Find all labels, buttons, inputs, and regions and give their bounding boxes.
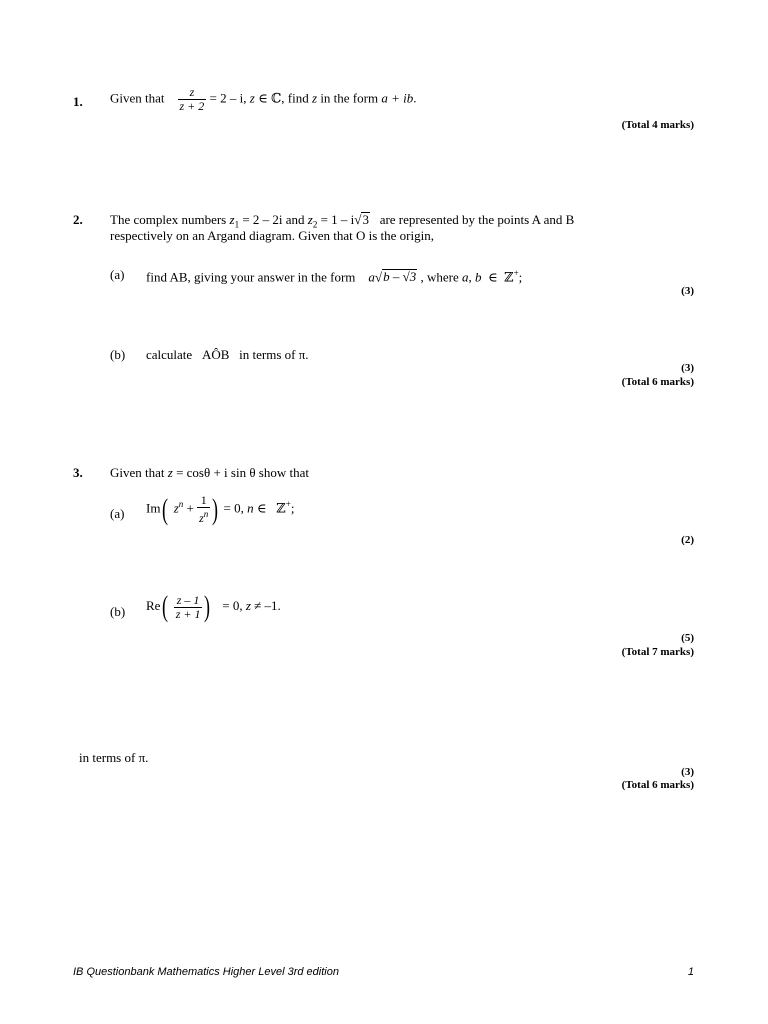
fragment-text: in terms of π. — [79, 750, 149, 765]
q2-a-semicolon: ; — [518, 269, 523, 285]
q1-in-form: in the form — [320, 90, 379, 106]
fragment-marks: (3) — [681, 766, 694, 778]
q3-a-fraction — [197, 494, 210, 525]
question-1-number: 1. — [73, 94, 83, 109]
q3-z: z — [167, 465, 173, 480]
q3-part-a-marks: (2) — [681, 534, 694, 546]
q1-fraction-denominator: z + 2 — [179, 99, 205, 113]
q1-fraction — [178, 86, 207, 113]
q2-a-instruction: find AB, giving your answer in the form — [146, 269, 356, 285]
q3-a-im: Im — [146, 500, 161, 516]
question-3-number: 3. — [73, 465, 83, 480]
q2-z1-value: = 2 – 2i and — [242, 212, 305, 227]
q2-sqrt-sign: √ — [354, 212, 362, 227]
q3-part-a-label: (a) — [110, 506, 125, 521]
footer-title: IB Questionbank Mathematics Higher Level 3rd edition — [73, 966, 339, 978]
q2-intro: The complex numbers — [110, 212, 227, 227]
q3-b-right-paren: ) — [204, 590, 211, 623]
q3-intro-b: = cosθ + i sin θ show that — [176, 465, 309, 480]
question-2-number: 2. — [73, 212, 83, 227]
question-2-line-2: respectively on an Argand diagram. Given that O is the origin, — [110, 228, 434, 243]
q2-z1: z — [229, 212, 235, 227]
q3-b-frac-num: z – 1 — [176, 592, 200, 607]
question-3-intro — [110, 465, 309, 480]
q2-b-instruction: calculate — [146, 347, 193, 362]
q3-part-b-marks: (5) — [681, 632, 694, 644]
q1-element-of: ∈ — [258, 90, 268, 106]
q1-equals: = 2 – i, — [209, 90, 247, 106]
q3-b-fraction — [174, 594, 203, 621]
q2-intro-b: are represented by the points A and B — [379, 212, 575, 227]
q2-a-where: , where — [420, 269, 459, 285]
q3-b-equals: = 0, — [222, 597, 243, 613]
q3-b-frac-den: z + 1 — [175, 606, 201, 621]
q3-a-semicolon: ; — [290, 500, 295, 516]
q3-a-frac-den-z: z — [199, 511, 204, 525]
q2-part-b-text — [146, 347, 309, 362]
q3-a-plus: + — [186, 500, 194, 516]
q3-a-equals: = 0, — [223, 500, 244, 516]
question-1-total-marks: (Total 4 marks) — [621, 119, 694, 131]
q3-part-b-label: (b) — [110, 604, 126, 619]
q3-a-frac-num: 1 — [200, 493, 207, 507]
q1-form: a + ib — [381, 90, 414, 106]
question-1-text — [110, 86, 416, 113]
q2-a-in: ∈ — [487, 269, 498, 285]
q2-part-b-marks: (3) — [681, 362, 694, 374]
q3-a-left-paren: ( — [162, 492, 169, 526]
footer-page-number: 1 — [687, 966, 694, 978]
q3-b-z: z — [245, 597, 251, 613]
q2-z1-sub: 1 — [234, 219, 240, 230]
q3-intro: Given that — [110, 465, 165, 480]
q3-a-right-paren: ) — [212, 492, 219, 526]
q3-a-set-sup: + — [285, 499, 291, 510]
q2-part-a-label: (a) — [110, 267, 125, 282]
q2-a-set-sup: + — [513, 268, 519, 278]
q3-a-z: z — [173, 500, 179, 516]
q1-find: , find — [281, 90, 309, 106]
q2-part-a-marks: (3) — [681, 285, 694, 297]
q3-a-frac-den-n: n — [203, 509, 209, 519]
q1-z2: z — [312, 90, 318, 106]
question-2-total-marks: (Total 6 marks) — [621, 376, 694, 388]
q2-a-vars: a, b — [461, 269, 482, 285]
q3-a-n: n — [178, 499, 184, 510]
q3-a-in: ∈ — [256, 500, 267, 516]
question-3-total-marks: (Total 7 marks) — [621, 646, 694, 658]
q3-b-left-paren: ( — [162, 590, 169, 623]
q3-part-b-expression — [146, 592, 281, 622]
q2-part-b-label: (b) — [110, 347, 126, 362]
q2-z2: z — [307, 212, 313, 227]
q3-b-re: Re — [146, 597, 161, 613]
q1-period: . — [413, 90, 417, 106]
q3-a-set: ℤ — [276, 500, 286, 516]
q2-b-angle: AÔB — [201, 347, 230, 362]
q2-a-set: ℤ — [504, 269, 514, 285]
q2-z2-root: 3 — [362, 212, 369, 227]
q3-a-frac-den — [197, 507, 210, 525]
q1-z: z — [249, 90, 255, 106]
fragment-total-marks: (Total 6 marks) — [621, 779, 694, 791]
q2-z2-sub: 2 — [312, 219, 318, 230]
q2-b-rest: in terms of π. — [239, 347, 309, 362]
q2-a-form-a: a — [368, 269, 375, 285]
q2-a-sqrt-sign: √ — [374, 269, 383, 285]
q3-part-a-expression — [146, 494, 294, 525]
q1-given-that: Given that — [110, 90, 165, 106]
q2-a-form-root: b – √3 — [383, 269, 417, 285]
q3-a-n2: n — [247, 500, 254, 516]
q2-part-a-text — [146, 266, 522, 284]
q1-complex-set: ℂ — [270, 90, 282, 106]
q1-fraction-numerator: z — [189, 85, 195, 99]
q2-z2-value: = 1 – i — [320, 212, 355, 227]
q3-b-neq: ≠ –1. — [254, 597, 281, 613]
